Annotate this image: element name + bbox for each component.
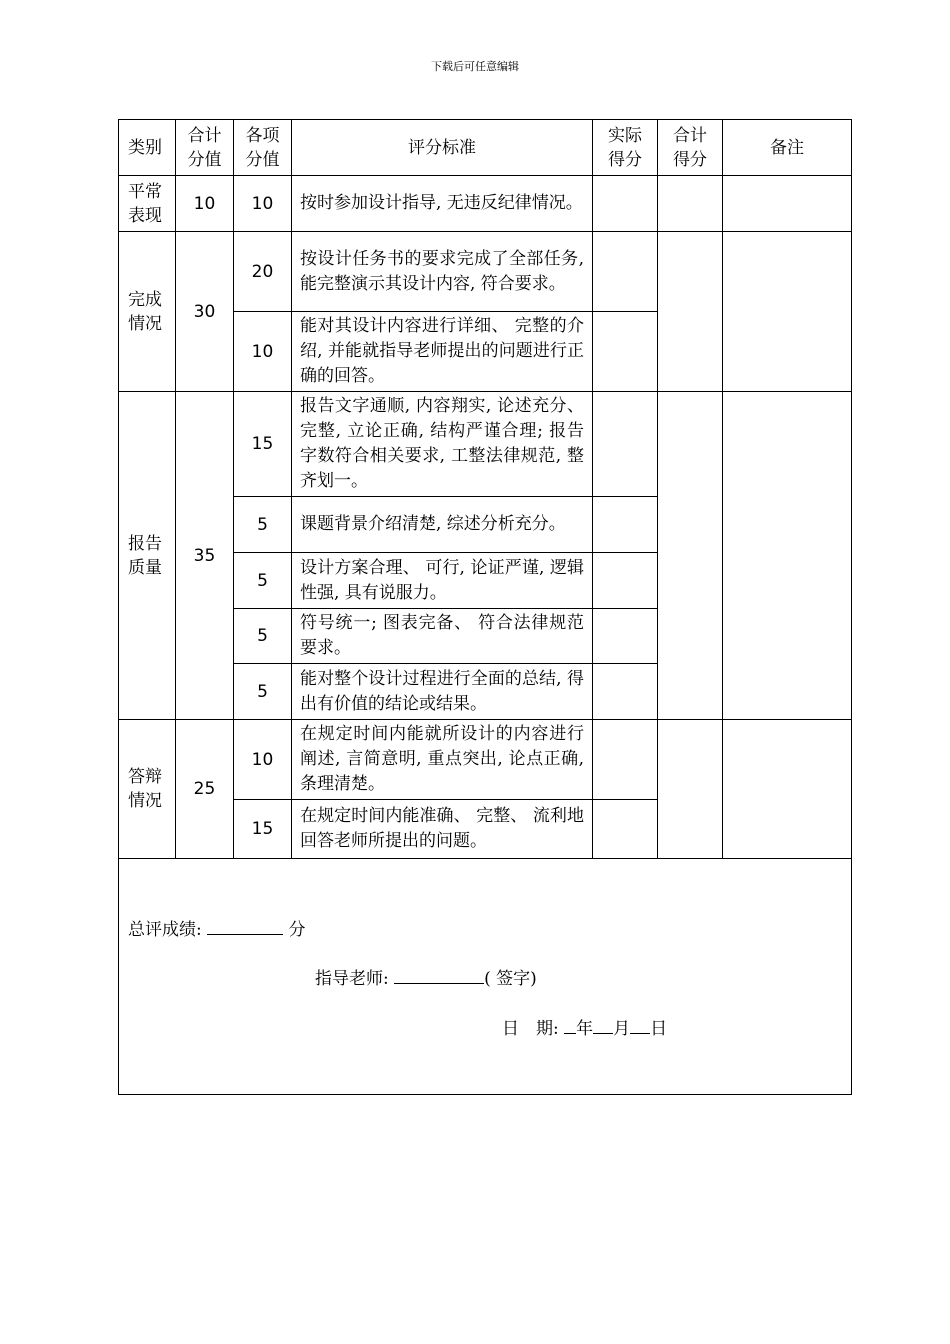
item-score-cell: 5	[234, 553, 292, 609]
note-input[interactable]	[723, 232, 852, 392]
criteria-cell: 在规定时间内能准确、 完整、 流利地回答老师所提出的问题。	[292, 800, 593, 859]
grading-table	[118, 119, 852, 1095]
total-score-cell: 30	[176, 232, 234, 392]
advisor-label: 指导老师:	[315, 969, 389, 989]
category-cell: 报告 质量	[119, 392, 176, 720]
criteria-cell: 符号统一; 图表完备、 符合法律规范要求。	[292, 609, 593, 664]
item-score-cell: 5	[234, 497, 292, 553]
criteria-cell: 能对整个设计过程进行全面的总结, 得出有价值的结论或结果。	[292, 664, 593, 720]
actual-score-input[interactable]	[593, 664, 658, 720]
actual-score-input[interactable]	[593, 720, 658, 800]
header-criteria: 评分标准	[292, 120, 593, 176]
actual-score-input[interactable]	[593, 497, 658, 553]
table-row	[119, 720, 852, 800]
page-header: 下载后可任意编辑	[431, 60, 519, 73]
actual-score-input[interactable]	[593, 176, 658, 232]
actual-score-input[interactable]	[593, 553, 658, 609]
total-score-cell: 35	[176, 392, 234, 720]
header-note: 备注	[723, 120, 852, 176]
item-score-cell: 10	[234, 720, 292, 800]
item-score-cell: 15	[234, 800, 292, 859]
criteria-cell: 在规定时间内能就所设计的内容进行阐述, 言简意明, 重点突出, 论点正确, 条理清楚。	[292, 720, 593, 800]
overall-grade-line	[128, 915, 306, 940]
criteria-cell: 按时参加设计指导, 无违反纪律情况。	[292, 176, 593, 232]
date-label: 日 期:	[502, 1019, 559, 1039]
overall-grade-unit: 分	[288, 920, 306, 940]
table-row	[119, 232, 852, 312]
actual-score-input[interactable]	[593, 392, 658, 497]
note-input[interactable]	[723, 392, 852, 720]
sum-score-input[interactable]	[658, 176, 723, 232]
criteria-cell: 报告文字通顺, 内容翔实, 论述充分、 完整, 立论正确, 结构严谨合理; 报告字数符合相关要求, 工整法律规范, 整齐划一。	[292, 392, 593, 497]
header-category: 类别	[119, 120, 176, 176]
sum-score-input[interactable]	[658, 232, 723, 392]
actual-score-input[interactable]	[593, 800, 658, 859]
summary-row	[119, 859, 852, 1095]
actual-score-input[interactable]	[593, 609, 658, 664]
overall-grade-blank[interactable]	[207, 918, 283, 935]
month-blank[interactable]	[593, 1017, 613, 1034]
note-input[interactable]	[723, 176, 852, 232]
criteria-cell: 设计方案合理、 可行, 论证严谨, 逻辑性强, 具有说服力。	[292, 553, 593, 609]
sign-label: ( 签字)	[484, 969, 537, 989]
day-label: 日	[650, 1019, 668, 1039]
criteria-cell: 课题背景介绍清楚, 综述分析充分。	[292, 497, 593, 553]
summary-cell	[119, 859, 852, 1095]
header-item-score: 各项 分值	[234, 120, 292, 176]
note-input[interactable]	[723, 720, 852, 859]
year-blank[interactable]	[564, 1017, 576, 1034]
table-row	[119, 176, 852, 232]
year-label: 年	[576, 1019, 594, 1039]
advisor-signature-blank[interactable]	[394, 967, 484, 984]
summary-block	[119, 859, 851, 1093]
total-score-cell: 25	[176, 720, 234, 859]
actual-score-input[interactable]	[593, 232, 658, 312]
item-score-cell: 5	[234, 664, 292, 720]
item-score-cell: 20	[234, 232, 292, 312]
table-row	[119, 392, 852, 497]
month-label: 月	[613, 1019, 631, 1039]
header-actual-score: 实际 得分	[593, 120, 658, 176]
header-sum-score: 合计 得分	[658, 120, 723, 176]
advisor-line	[315, 964, 537, 989]
category-cell: 答辩 情况	[119, 720, 176, 859]
category-cell: 平常 表现	[119, 176, 176, 232]
header-row	[119, 120, 852, 176]
sum-score-input[interactable]	[658, 720, 723, 859]
item-score-cell: 10	[234, 312, 292, 392]
category-cell: 完成 情况	[119, 232, 176, 392]
date-line	[502, 1014, 667, 1039]
criteria-cell: 按设计任务书的要求完成了全部任务, 能完整演示其设计内容, 符合要求。	[292, 232, 593, 312]
item-score-cell: 15	[234, 392, 292, 497]
overall-grade-label: 总评成绩:	[128, 920, 202, 940]
actual-score-input[interactable]	[593, 312, 658, 392]
day-blank[interactable]	[630, 1017, 650, 1034]
criteria-cell: 能对其设计内容进行详细、 完整的介绍, 并能就指导老师提出的问题进行正确的回答。	[292, 312, 593, 392]
sum-score-input[interactable]	[658, 392, 723, 720]
header-total-score: 合计 分值	[176, 120, 234, 176]
total-score-cell: 10	[176, 176, 234, 232]
item-score-cell: 5	[234, 609, 292, 664]
item-score-cell: 10	[234, 176, 292, 232]
